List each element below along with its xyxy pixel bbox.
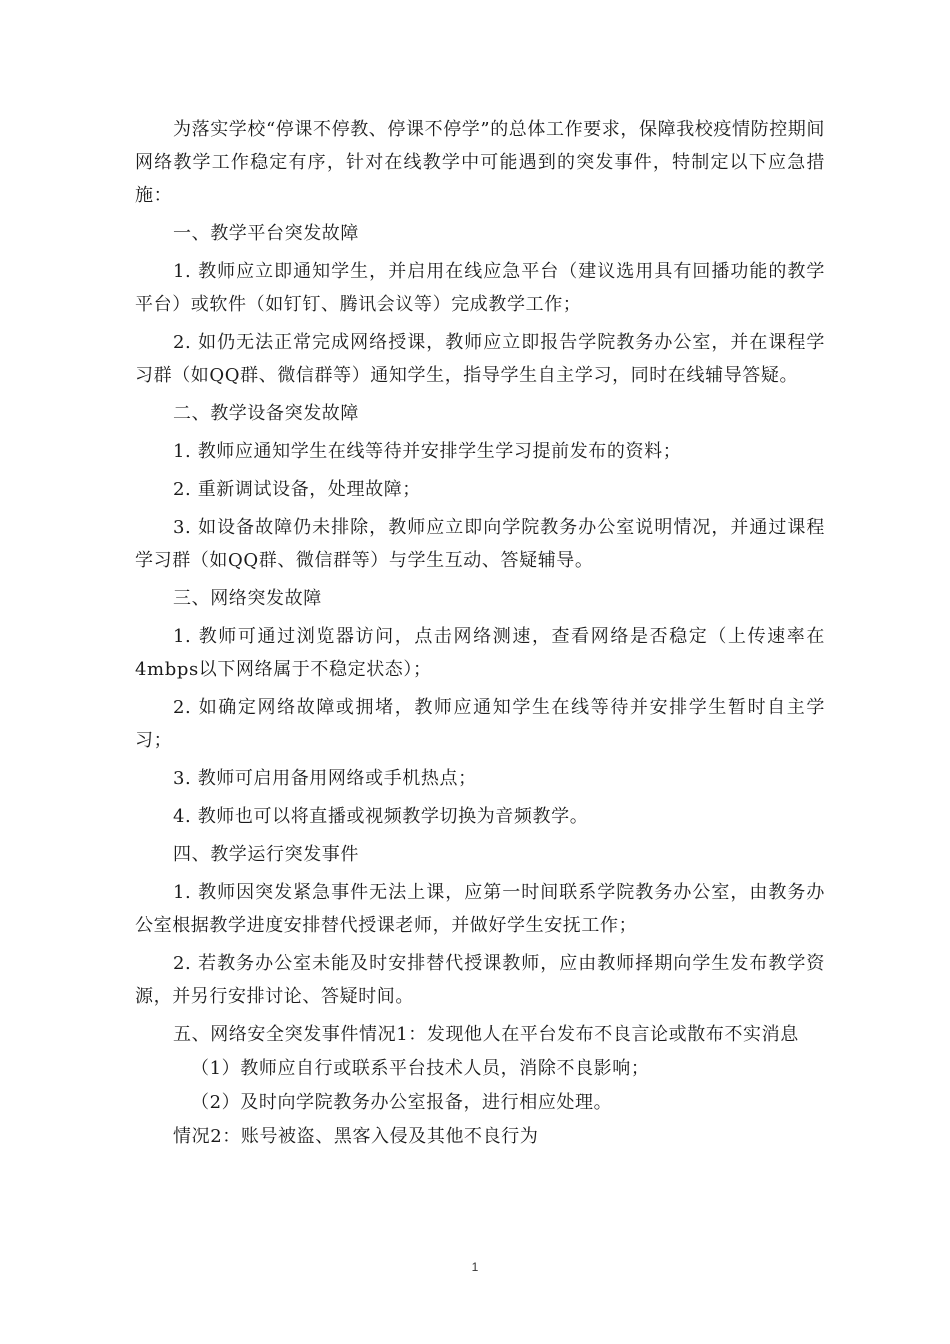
list-item: 3. 教师可启用备用网络或手机热点； [173,768,477,789]
list-item: 1. 教师因突发紧急事件无法上课，应第一时间联系学院教务办公室，由教务办公室根据教学进度安排替代授课老师，并做好学生安抚工作； [135,882,825,936]
section-heading-network-security: 五、网络安全突发事件情况1：发现他人在平台发布不良言论或散布不实消息 [173,1024,799,1045]
list-item: （1）教师应自行或联系平台技术人员，消除不良影响； [191,1058,650,1079]
section-heading-network-failure: 三、网络突发故障 [173,588,322,609]
list-item: 1. 教师应立即通知学生，并启用在线应急平台（建议选用具有回播功能的教学平台）或软件（如钉钉、腾讯会议等）完成教学工作； [135,261,825,315]
section-heading-teaching-incident: 四、教学运行突发事件 [173,844,359,865]
intro-paragraph: 为落实学校“停课不停教、停课不停学”的总体工作要求，保障我校疫情防控期间网络教学工作稳定有序，针对在线教学中可能遇到的突发事件，特制定以下应急措施： [135,119,826,206]
list-item: 3. 如设备故障仍未排除，教师应立即向学院教务办公室说明情况，并通过课程学习群（如QQ群、微信群等）与学生互动、答疑辅导。 [135,517,825,571]
list-item: 1. 教师可通过浏览器访问，点击网络测速，查看网络是否稳定（上传速率在4mbps以下网络属于不稳定状态）； [135,626,825,680]
list-item: 4. 教师也可以将直播或视频教学切换为音频教学。 [173,806,589,827]
case-heading: 情况2：账号被盗、黑客入侵及其他不良行为 [173,1126,539,1147]
list-item: （2）及时向学院教务办公室报备，进行相应处理。 [191,1092,613,1113]
list-item: 2. 如仍无法正常完成网络授课，教师应立即报告学院教务办公室，并在课程学习群（如QQ群、微信群等）通知学生，指导学生自主学习，同时在线辅导答疑。 [135,332,825,386]
list-item: 2. 若教务办公室未能及时安排替代授课教师，应由教师择期向学生发布教学资源，并另行安排讨论、答疑时间。 [135,953,825,1007]
document-body [135,113,825,1158]
list-item: 1. 教师应通知学生在线等待并安排学生学习提前发布的资料； [173,441,682,462]
list-item: 2. 重新调试设备，处理故障； [173,479,421,500]
page-number: 1 [471,1260,479,1274]
list-item: 2. 如确定网络故障或拥堵，教师应通知学生在线等待并安排学生暂时自主学习； [135,697,825,751]
section-heading-device-failure: 二、教学设备突发故障 [173,403,359,424]
section-heading-platform-failure: 一、教学平台突发故障 [173,223,359,244]
